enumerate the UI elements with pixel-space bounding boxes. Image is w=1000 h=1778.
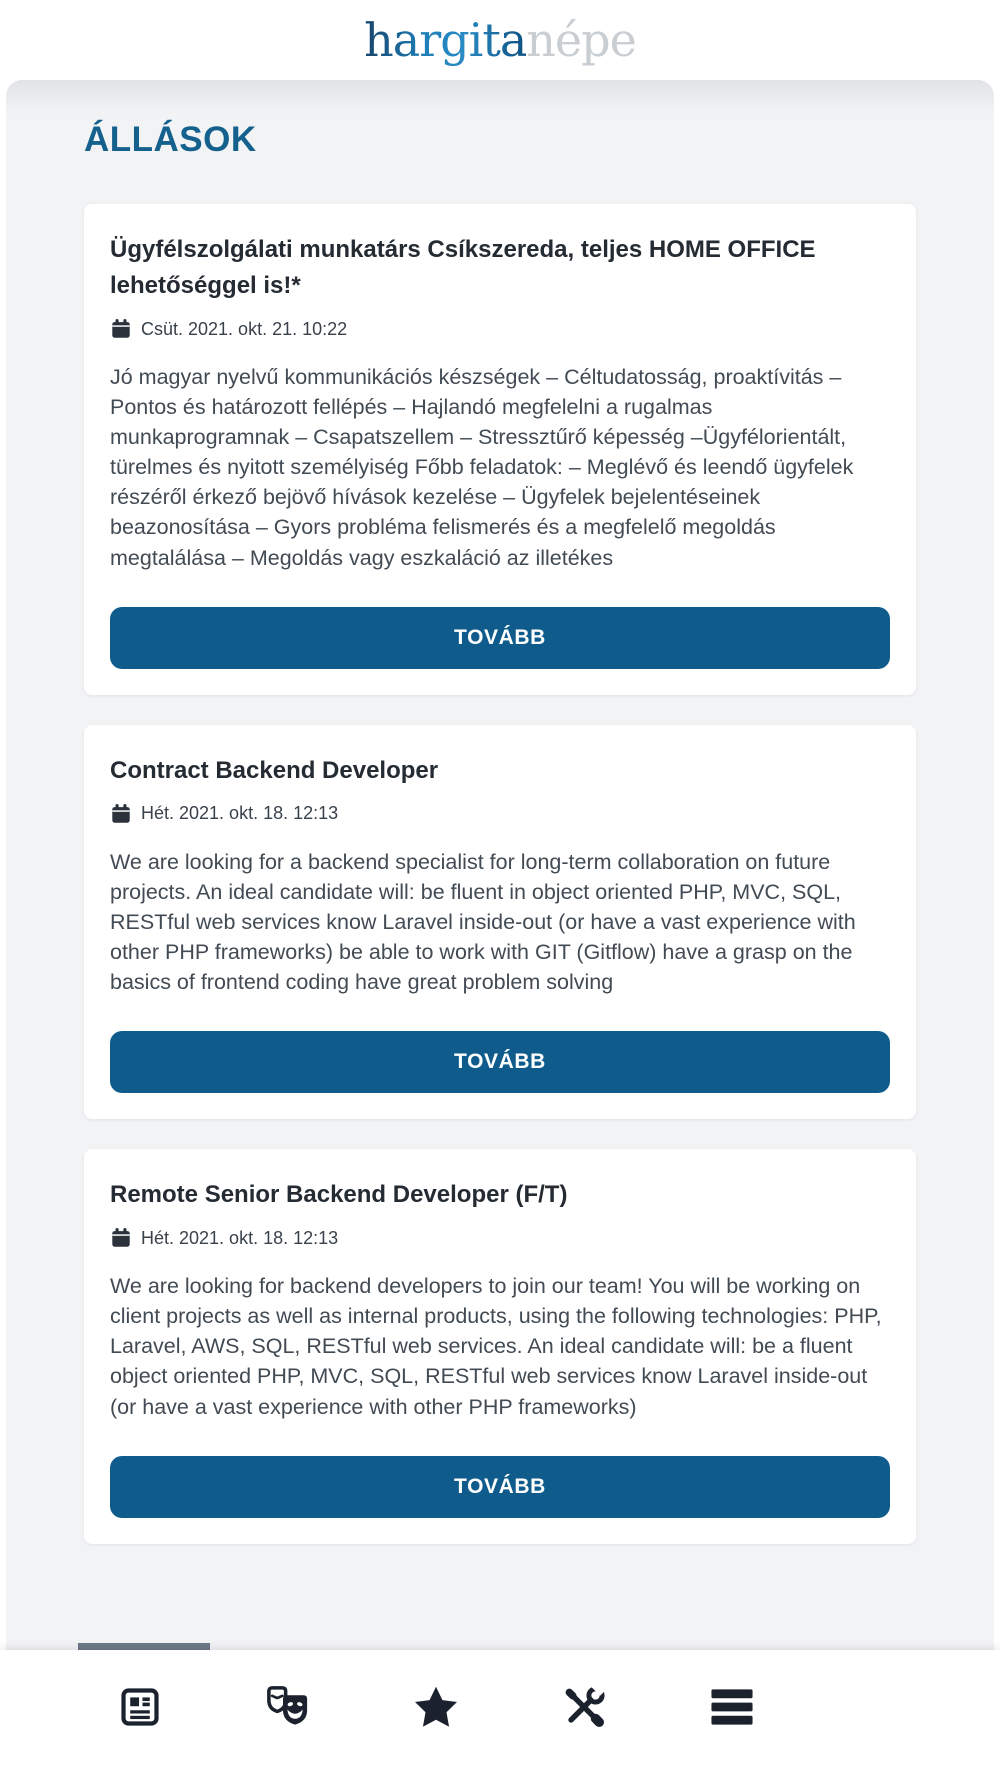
job-title[interactable]: Contract Backend Developer <box>110 756 439 784</box>
newspaper-icon <box>117 1684 163 1730</box>
page-title: ÁLLÁSOK <box>84 120 257 159</box>
job-excerpt: Jó magyar nyelvű kommunikációs készségek – Céltudatosság, proaktívitás – Pontos és határozott fellépés – Hajlandó megfelelni a rugalmas munkaprogramnak – Csapatszellem – Stressztűrő képesség –Ügyfélorientált, türelmes és nyitott személyiség Főbb feladatok: – Meglévő és leendő ügyfelek részéről érkező bejövő hívások kezelése – Ügyfelek bejelentéseinek beazonosítása – Gyors probléma felismerés és a megfelelő megoldás megtalálása – Megoldás vagy eszkaláció az illetékes <box>110 365 854 570</box>
tovabb-button[interactable]: TOVÁBB <box>110 1031 890 1093</box>
job-date-row <box>110 803 890 825</box>
job-date: Hét. 2021. okt. 18. 12:13 <box>141 803 339 824</box>
calendar-icon <box>110 318 132 340</box>
job-card <box>84 1149 916 1543</box>
star-icon <box>412 1684 460 1730</box>
calendar-icon <box>110 1227 132 1249</box>
nav-item-menu[interactable] <box>658 1684 806 1744</box>
job-title[interactable]: Ügyfélszolgálati munkatárs Csíkszereda, teljes HOME OFFICE lehetőséggel is!* <box>110 236 816 299</box>
job-excerpt: We are looking for a backend specialist for long-term collaboration on future projects. An ideal candidate will: be fluent in object oriented PHP, MVC, SQL, RESTful web services know Laravel inside-out (or have a vast experience with other PHP frameworks) be able to work with GIT (Gitflow) have a grasp on the basics of frontend coding have great problem solving <box>110 849 856 995</box>
nav-item-news[interactable] <box>66 1684 214 1744</box>
job-excerpt: We are looking for backend developers to join our team! You will be working on client projects as well as internal products, using the following technologies: PHP, Laravel, AWS, SQL, RESTful web services. An ideal candidate will: be a fluent object oriented PHP, MVC, SQL, RESTful web services know Laravel inside-out (or have a vast experience with other PHP frameworks) <box>110 1274 882 1419</box>
nav-item-featured[interactable] <box>362 1684 510 1744</box>
tovabb-button[interactable]: TOVÁBB <box>110 607 890 669</box>
tools-icon <box>560 1684 608 1730</box>
logo-text-secondary: népe <box>526 13 636 67</box>
nav-item-services[interactable] <box>510 1684 658 1744</box>
tovabb-button[interactable]: TOVÁBB <box>110 1456 890 1518</box>
job-date: Csüt. 2021. okt. 21. 10:22 <box>141 318 348 339</box>
logo-text-primary: hargita <box>364 13 527 67</box>
site-header <box>0 0 1000 80</box>
scroll-indicator[interactable] <box>78 1643 210 1650</box>
job-card <box>84 204 916 695</box>
calendar-icon <box>110 803 132 825</box>
job-title[interactable]: Remote Senior Backend Developer (F/T) <box>110 1181 568 1209</box>
job-date-row <box>110 318 890 340</box>
bottom-nav <box>0 1650 1000 1778</box>
bottom-nav-items <box>66 1684 806 1744</box>
theater-masks-icon <box>263 1684 313 1730</box>
main-content <box>6 80 994 1778</box>
nav-item-culture[interactable] <box>214 1684 362 1744</box>
job-date-row <box>110 1227 890 1249</box>
menu-icon <box>710 1686 754 1728</box>
job-date: Hét. 2021. okt. 18. 12:13 <box>141 1227 339 1248</box>
site-logo[interactable] <box>364 13 636 67</box>
job-card <box>84 725 916 1119</box>
